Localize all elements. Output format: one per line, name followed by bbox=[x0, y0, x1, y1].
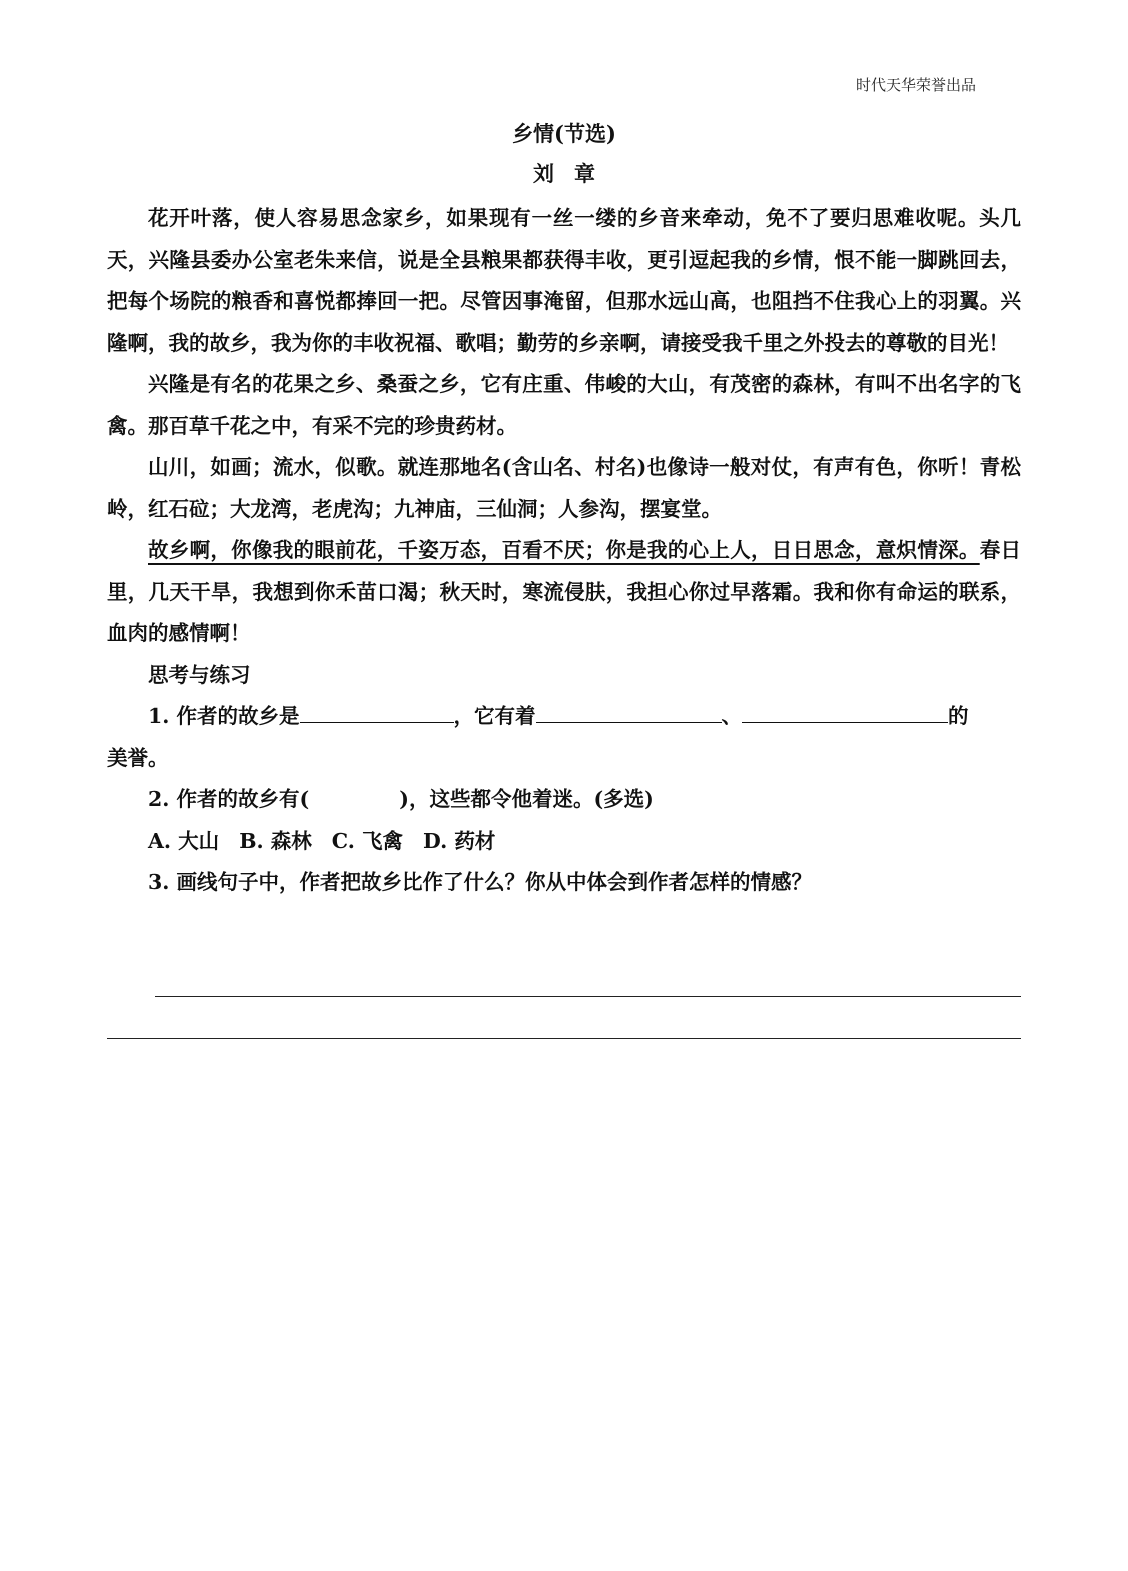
option-b[interactable]: B. 森林 bbox=[239, 828, 312, 853]
question-2-suffix: )，这些都令他着迷。(多选) bbox=[399, 787, 654, 811]
answer-blank-hometown[interactable] bbox=[300, 700, 454, 723]
answer-blank-reputation-1[interactable] bbox=[536, 700, 722, 723]
question-1-line2: 美誉。 bbox=[107, 745, 169, 770]
question-1-prefix: 1. 作者的故乡是 bbox=[148, 704, 300, 728]
answer-blank-reputation-2[interactable] bbox=[742, 700, 948, 723]
question-1-mid: ，它有着 bbox=[453, 704, 536, 728]
article-body bbox=[107, 198, 1021, 904]
exercise-heading: 思考与练习 bbox=[148, 662, 251, 687]
question-1-sep: 、 bbox=[721, 704, 743, 728]
question-2 bbox=[107, 779, 1021, 821]
option-c[interactable]: C. 飞禽 bbox=[331, 828, 404, 853]
article-author: 刘章 bbox=[533, 161, 615, 186]
article-title: 乡情(节选) bbox=[512, 121, 616, 146]
paragraph-2: 兴隆是有名的花果之乡、桑蚕之乡，它有庄重、伟峻的大山，有茂密的森林，有叫不出名字的飞禽。那百草千花之中，有采不完的珍贵药材。 bbox=[107, 372, 1021, 438]
option-a[interactable]: A. 大山 bbox=[148, 828, 220, 853]
answer-line-1[interactable] bbox=[155, 996, 1021, 997]
question-1-end: 的 bbox=[948, 704, 969, 728]
paragraph-4-rest: 春日里，几天干旱，我想到你禾苗口渴；秋天时，寒流侵肤，我担心你过早落霜。我和你有命运的联系，血肉的感情啊！ bbox=[107, 538, 1022, 645]
question-3: 3. 画线句子中，作者把故乡比作了什么？你从中体会到作者怎样的情感？ bbox=[148, 870, 813, 894]
answer-line-2[interactable] bbox=[107, 1038, 1021, 1039]
paragraph-3: 山川，如画；流水，似歌。就连那地名(含山名、村名)也像诗一般对仗，有声有色，你听！青松岭，红石砬；大龙湾，老虎沟；九神庙，三仙洞；人参沟，摆宴堂。 bbox=[107, 455, 1021, 521]
underlined-sentence: 故乡啊，你像我的眼前花，千姿万态，百看不厌；你是我的心上人，日日思念，意炽情深。 bbox=[148, 538, 980, 562]
paragraph-4 bbox=[107, 530, 1021, 655]
option-d[interactable]: D. 药材 bbox=[423, 828, 496, 853]
paragraph-1: 花开叶落，使人容易思念家乡，如果现有一丝一缕的乡音来牵动，免不了要归思难收呢。头几天，兴隆县委办公室老朱来信，说是全县粮果都获得丰收，更引逗起我的乡情，恨不能一脚跳回去，把每个场院的粮香和喜悦都捧回一把。尽管因事淹留，但那水远山高，也阻挡不住我心上的羽翼。兴隆啊，我的故乡，我为你的丰收祝福、歌唱；勤劳的乡亲啊，请接受我千里之外投去的尊敬的目光！ bbox=[107, 206, 1021, 355]
question-1 bbox=[107, 696, 1021, 738]
question-2-options bbox=[107, 821, 1021, 863]
publisher-label: 时代天华荣誉出品 bbox=[855, 76, 976, 94]
question-2-prefix: 2. 作者的故乡有( bbox=[148, 787, 310, 811]
